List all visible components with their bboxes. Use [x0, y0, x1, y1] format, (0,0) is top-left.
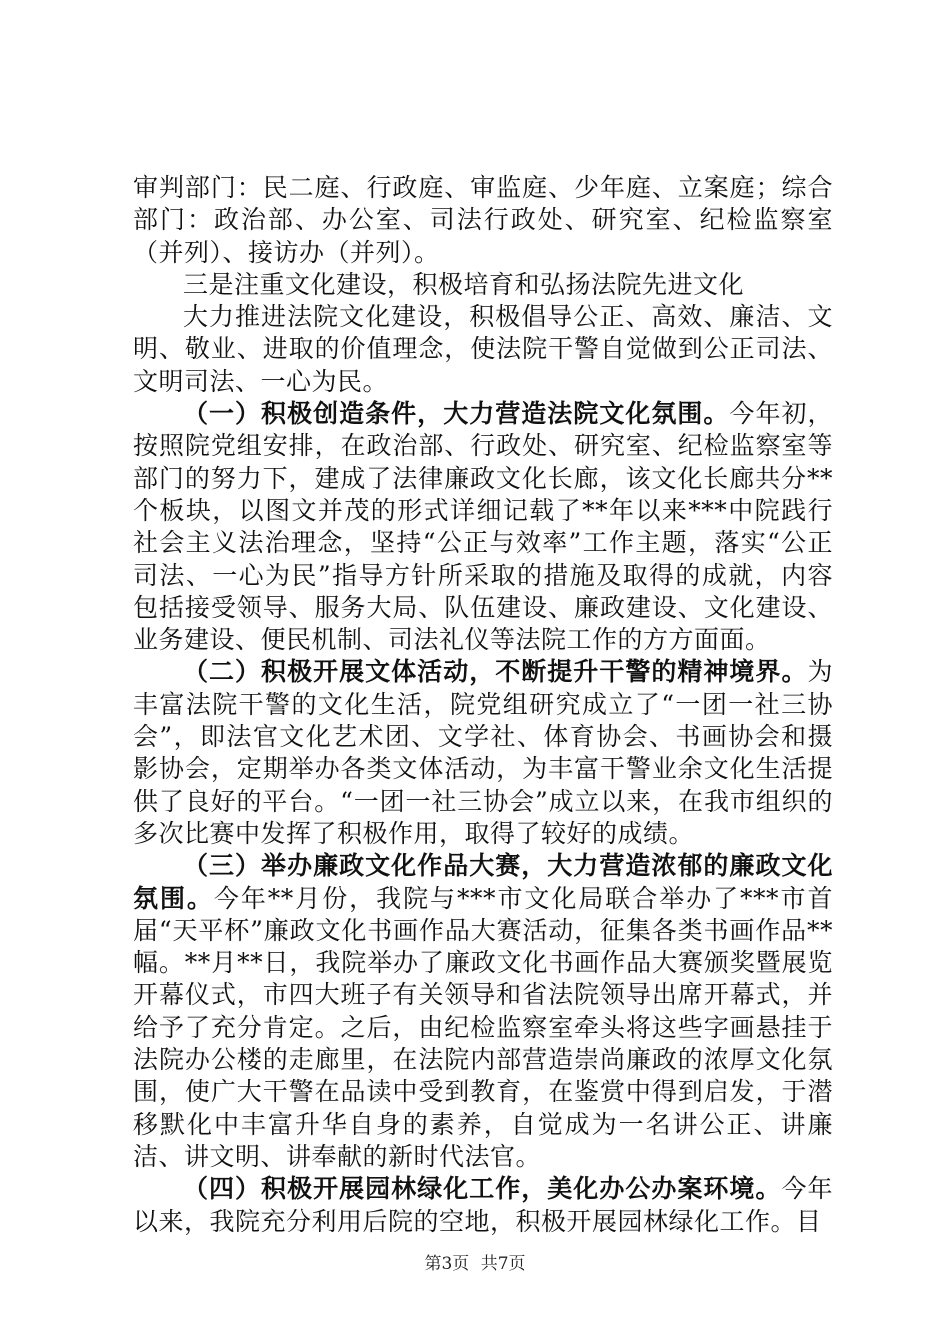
paragraph-text: 今年**月份，我院与***市文化局联合举办了***市首届“天平杯”廉政文化书画作品大赛活动，征集各类书画作品**幅。**月**日，我院举办了廉政文化书画作品大赛颁奖暨展览开幕仪式，市四大班子有关领导和省法院领导出席开幕式，并给予了充分肯定。之后，由纪检监察室牵头将这些字画悬挂于法院办公楼的走廊里，在法院内部营造崇尚廉政的浓厚文化氛围，使广大干警在品读中受到教育，在鉴赏中得到启发，于潜移默化中丰富升华自身的素养，自觉成为一名讲公正、讲廉洁、讲文明、讲奉献的新时代法官。: [133, 883, 833, 1171]
page-total: 共7页: [480, 1254, 526, 1274]
section-heading: （一）积极创造条件，大力营造法院文化氛围。: [183, 399, 730, 429]
paragraph-text: 大力推进法院文化建设，积极倡导公正、高效、廉洁、文明、敬业、进取的价值理念，使法院干警自觉做到公正司法、文明司法、一心为民。: [133, 302, 833, 396]
paragraph-text: 今年以来，我院充分利用后院的空地，积极开展园林绿化工作。目: [133, 1174, 833, 1236]
page-footer: [0, 1249, 950, 1274]
paragraph-4: [133, 398, 833, 656]
paragraph-2: [133, 269, 833, 301]
section-heading: （三）举办廉政文化作品大赛，大力营造浓郁的廉政文化氛围。: [133, 851, 833, 913]
paragraph-3: [133, 301, 833, 398]
paragraph-5: [133, 656, 833, 850]
paragraph-text: 审判部门：民二庭、行政庭、审监庭、少年庭、立案庭；综合部门：政治部、办公室、司法行政处、研究室、纪检监察室（并列）、接访办（并列）。: [133, 173, 833, 267]
section-heading: （二）积极开展文体活动，不断提升干警的精神境界。: [183, 657, 808, 687]
paragraph-6: [133, 850, 833, 1173]
paragraph-text: 三是注重文化建设，积极培育和弘扬法院先进文化: [183, 269, 745, 299]
paragraph-text: 今年初，按照院党组安排，在政治部、行政处、研究室、纪检监察室等部门的努力下，建成了法律廉政文化长廊，该文化长廊共分**个板块，以图文并茂的形式详细记载了**年以来***中院践行社会主义法治理念，坚持“公正与效率”工作主题，落实“公正司法、一心为民”指导方针所采取的措施及取得的成就，内容包括接受领导、服务大局、队伍建设、廉政建设、文化建设、业务建设、便民机制、司法礼仪等法院工作的方方面面。: [133, 399, 833, 655]
paragraph-7: [133, 1173, 833, 1238]
paragraph-text: 为丰富法院干警的文化生活，院党组研究成立了“一团一社三协会”，即法官文化艺术团、文学社、体育协会、书画协会和摄影协会，定期举办各类文体活动，为丰富干警业余文化生活提供了良好的平台。“一团一社三协会”成立以来，在我市组织的多次比赛中发挥了积极作用，取得了较好的成绩。: [133, 657, 833, 848]
page-number: 第3页: [424, 1254, 470, 1274]
paragraph-1: [133, 172, 833, 269]
section-heading: （四）积极开展园林绿化工作，美化办公办案环境。: [183, 1174, 782, 1204]
document-body: [133, 172, 833, 1238]
